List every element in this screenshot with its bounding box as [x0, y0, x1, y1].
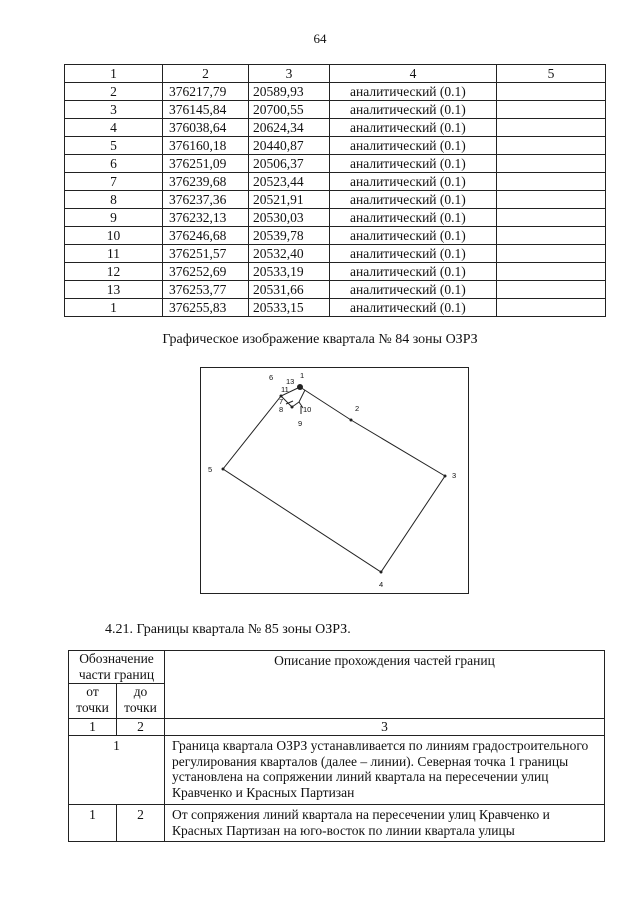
table-cell: 376232,13	[163, 209, 249, 227]
table-row	[65, 263, 606, 281]
table-cell: 11	[65, 245, 163, 263]
table-row	[65, 191, 606, 209]
row-description: Граница квартала ОЗРЗ устанавливается по линиям градостроительного регулирования кварталов (далее – линии). Северная точка 1 границы установлена на сопряжении линий квартала на пересечении улиц Кравченко и Красных Партизан	[165, 736, 605, 805]
table-cell: 2	[65, 83, 163, 101]
table-cell: аналитический (0.1)	[330, 281, 497, 299]
table-cell	[497, 227, 606, 245]
row-description: От сопряжения линий квартала на пересечении улиц Кравченко и Красных Партизан на юго-восток по линии квартала улицы	[165, 805, 605, 842]
table-row	[65, 101, 606, 119]
column-header: 3	[249, 65, 330, 83]
point-label: 9	[298, 419, 303, 428]
table-cell: аналитический (0.1)	[330, 137, 497, 155]
table-cell	[497, 191, 606, 209]
table-cell: 376237,36	[163, 191, 249, 209]
point-label: 3	[452, 471, 457, 480]
table-cell: аналитический (0.1)	[330, 119, 497, 137]
column-header: 2	[163, 65, 249, 83]
table-cell: 20531,66	[249, 281, 330, 299]
table-cell: 13	[65, 281, 163, 299]
point-label: 10	[303, 405, 312, 414]
table-row	[65, 245, 606, 263]
table-cell: 4	[65, 119, 163, 137]
table-cell	[497, 83, 606, 101]
table-cell: 7	[65, 173, 163, 191]
table-cell: аналитический (0.1)	[330, 173, 497, 191]
row-from-point: 1	[69, 805, 117, 842]
table-cell: 5	[65, 137, 163, 155]
table-cell	[497, 173, 606, 191]
table-cell: аналитический (0.1)	[330, 209, 497, 227]
table-cell: аналитический (0.1)	[330, 263, 497, 281]
boundary-line	[223, 387, 445, 572]
table-row	[65, 299, 606, 317]
table-cell: аналитический (0.1)	[330, 83, 497, 101]
table-cell: 20539,78	[249, 227, 330, 245]
table-cell: 20700,55	[249, 101, 330, 119]
table-cell: аналитический (0.1)	[330, 101, 497, 119]
header-to-point: до точки	[117, 684, 165, 719]
point-marker	[444, 475, 447, 478]
point-label: 13	[286, 377, 295, 386]
table-row	[65, 155, 606, 173]
table-cell: 20533,15	[249, 299, 330, 317]
table-cell: 10	[65, 227, 163, 245]
table-cell: 20440,87	[249, 137, 330, 155]
coordinates-table	[64, 64, 606, 317]
table-cell	[497, 155, 606, 173]
point-marker	[222, 468, 225, 471]
column-header: 5	[497, 65, 606, 83]
point-label: 8	[279, 405, 284, 414]
point-label: 4	[379, 580, 384, 589]
table-cell: 376239,68	[163, 173, 249, 191]
point-label: 2	[355, 404, 360, 413]
table-row	[65, 137, 606, 155]
table-cell: 20533,19	[249, 263, 330, 281]
table-cell: 6	[65, 155, 163, 173]
table-cell: аналитический (0.1)	[330, 299, 497, 317]
table-cell	[497, 209, 606, 227]
table-cell: аналитический (0.1)	[330, 227, 497, 245]
row-point: 1	[69, 736, 165, 805]
table-cell: 8	[65, 191, 163, 209]
point-label: 5	[208, 465, 213, 474]
table-cell	[497, 101, 606, 119]
table-cell: 376038,64	[163, 119, 249, 137]
table-cell: 376160,18	[163, 137, 249, 155]
table-row	[65, 83, 606, 101]
boundary-description-table	[68, 650, 605, 842]
table-cell: 20506,37	[249, 155, 330, 173]
point-marker	[380, 571, 383, 574]
table-cell	[497, 119, 606, 137]
table-cell: 376255,83	[163, 299, 249, 317]
table-cell	[497, 245, 606, 263]
table-cell: 376246,68	[163, 227, 249, 245]
table-cell: 20532,40	[249, 245, 330, 263]
table-cell: 20530,03	[249, 209, 330, 227]
boundary-line	[299, 390, 305, 402]
table-cell: 20589,93	[249, 83, 330, 101]
section-title: 4.21. Границы квартала № 85 зоны ОЗРЗ.	[105, 622, 351, 637]
point-label: 6	[269, 373, 274, 382]
table-cell: аналитический (0.1)	[330, 245, 497, 263]
table-cell: 376217,79	[163, 83, 249, 101]
point-marker	[297, 384, 303, 390]
table-cell: аналитический (0.1)	[330, 191, 497, 209]
table-cell: 20521,91	[249, 191, 330, 209]
table-row	[65, 119, 606, 137]
column-number: 2	[117, 719, 165, 736]
header-from-point: от точки	[69, 684, 117, 719]
figure-caption: Графическое изображение квартала № 84 зоны ОЗРЗ	[162, 332, 478, 347]
point-label: 1	[300, 371, 305, 380]
table-cell: 9	[65, 209, 163, 227]
quarter-84-diagram	[200, 367, 469, 594]
point-marker	[350, 419, 353, 422]
table-cell: 376251,57	[163, 245, 249, 263]
header-description: Описание прохождения частей границ	[165, 651, 605, 719]
table-cell: 1	[65, 299, 163, 317]
table-cell	[497, 281, 606, 299]
boundary-polygon-svg	[201, 368, 468, 593]
row-to-point: 2	[117, 805, 165, 842]
column-number: 3	[165, 719, 605, 736]
table-cell: 20624,34	[249, 119, 330, 137]
table-cell	[497, 263, 606, 281]
table-row	[65, 173, 606, 191]
point-label: 11	[281, 385, 289, 394]
table-cell: 3	[65, 101, 163, 119]
table-cell: аналитический (0.1)	[330, 155, 497, 173]
table-cell: 376251,09	[163, 155, 249, 173]
table-cell	[497, 137, 606, 155]
table-header-row	[65, 65, 606, 83]
table-cell	[497, 299, 606, 317]
table-cell: 376253,77	[163, 281, 249, 299]
table-cell: 376145,84	[163, 101, 249, 119]
table-cell: 376252,69	[163, 263, 249, 281]
table-cell: 20523,44	[249, 173, 330, 191]
point-marker	[291, 406, 294, 409]
table-row	[65, 209, 606, 227]
table-row	[65, 281, 606, 299]
page-number: 64	[313, 31, 327, 46]
column-header: 1	[65, 65, 163, 83]
table-cell: 12	[65, 263, 163, 281]
point-label: 7	[279, 397, 284, 406]
table-row	[65, 227, 606, 245]
column-number: 1	[69, 719, 117, 736]
header-designation: Обозначение части границ	[69, 651, 165, 684]
column-header: 4	[330, 65, 497, 83]
